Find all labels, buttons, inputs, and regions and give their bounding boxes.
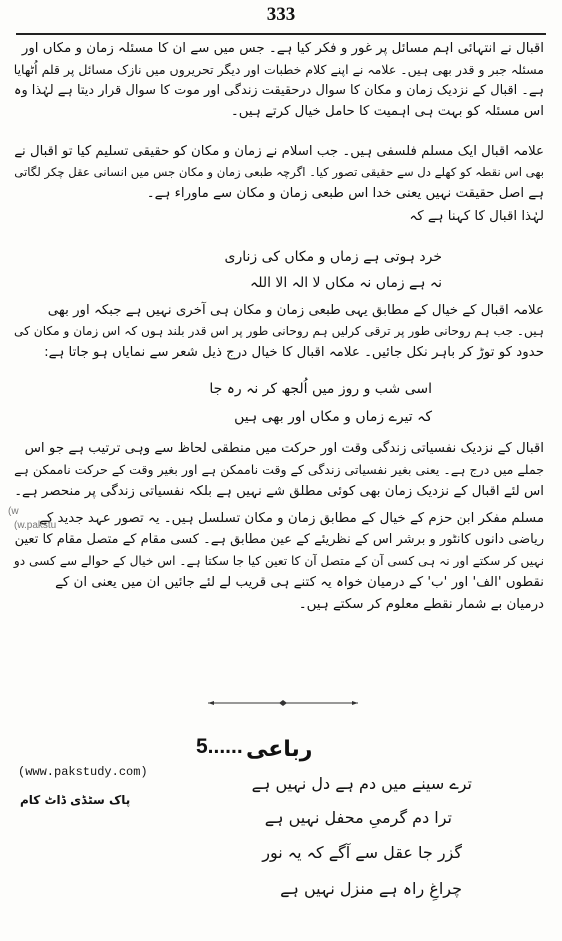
text-line: جملے میں درج ہے۔ یعنی بغیر نفسیاتی زندگی کے وقت ناممکن ہے اور بغیر وقت کے حرکت ناممکن ہے <box>14 462 544 477</box>
poem-line: گزر جا عقل سے آگے کہ یہ نور <box>262 843 462 862</box>
watermark-trace: (w.pakstu <box>14 520 57 531</box>
text-line: نہیں کر سکتے اور نہ ہی کسی آن کے متصل آن کا تعین کیا جا سکتا ہے۔ اس خیال کے حوالے سے کسی دو <box>13 554 544 568</box>
rubai-number: 5...... <box>196 735 243 758</box>
text-line: مسئلہ جبر و قدر بھی ہیں۔ علامہ نے اپنے کلام خطبات اور دیگر تحریروں میں نازک مسائل پر قلم اُٹھایا <box>13 62 544 77</box>
verse-line: نہ ہے زماں نہ مکاں لا الہ الا اللہ <box>249 275 442 291</box>
text-line: بھی اس نقطہ کو کھلے دل سے حقیقی تصور کیا۔ اگرچہ طبعی زمان و مکان جس میں انسانی عقل چکر لگاتی <box>14 165 544 179</box>
ornamental-divider <box>208 700 358 706</box>
poem-line: ترے سینے میں دم ہے دل نہیں ہے <box>251 774 472 793</box>
text-line: حدود کو توڑ کر باہر نکل جائیں۔ علامہ اقبال کا خیال درج ذیل شعر سے نمایاں ہو جاتا ہے: <box>44 345 544 360</box>
text-line: نقطوں 'الف' اور 'ب' کے درمیان خواہ یہ کتنے ہی قریب لے لئے جائیں ان میں یعنی ان کے <box>55 575 544 590</box>
text-line: ہے۔ اقبال کے نزدیک زمان و مکان کا سوال درحقیقت زندگی اور موت کا سوال قرار دیتا ہے لہٰذا وہ <box>13 83 544 98</box>
text-line: ہیں۔ جب ہم روحانی طور پر ترقی کرلیں ہم روحانی طور پر اس قدر بلند ہوں کہ اس زمان و مکان کی <box>14 324 544 338</box>
text-line: علامہ اقبال ایک مسلم فلسفی ہیں۔ جب اسلام نے زمان و مکان کو حقیقی تسلیم کیا تو اقبال نے <box>14 144 544 159</box>
text-line: اس مسئلہ کو بہت ہی اہمیت کا حامل خیال کرتے ہیں۔ <box>230 104 544 119</box>
text-line: مسلم مفکر ابن حزم کے خیال کے مطابق زمان و مکان تسلسل ہیں۔ یہ تصور عہد جدید کے <box>39 511 544 526</box>
text-line: اقبال نے انتہائی اہم مسائل پر غور و فکر کیا ہے۔ جس میں سے ان کا مسئلہ زمان و مکاں اور <box>21 41 544 56</box>
top-rule <box>16 33 546 35</box>
text-line: لہٰذا اقبال کا کہنا ہے کہ <box>409 209 544 224</box>
watermark-url: (www.pakstudy.com) <box>18 765 148 779</box>
page-number: 333 <box>266 4 296 25</box>
verse-line: اسی شب و روز میں اُلجھ کر نہ رہ جا <box>209 381 432 397</box>
rubai-title: رباعی <box>246 737 313 762</box>
poem-line: چراغِ راہ ہے منزل نہیں ہے <box>280 879 462 898</box>
text-line: اقبال کے نزدیک نفسیاتی زندگی وقت اور حرکت میں منطقی لحاظ سے وہی ترتیب ہے جو اس <box>24 441 544 456</box>
text-line: اس لئے اقبال کے نزدیک زمان بھی کوئی مطلق شے نہیں ہے بلکہ نفسیاتی زندگی پر منحصر ہے۔ <box>14 484 544 499</box>
text-line: ریاضی دانوں کانٹور و برشر اس کے نظریئے کے عین مطابق ہے۔ کسی مقام کے متصل مقام کا تعین <box>14 532 544 547</box>
text-line: درمیان بے شمار نقطے معلوم کر سکتے ہیں۔ <box>298 597 544 612</box>
watermark-urdu: پاک سٹڈی ڈاٹ کام <box>20 793 131 807</box>
text-line: ہے اصل حقیقت نہیں یعنی خدا اس طبعی زمان و مکان سے ماوراء ہے۔ <box>146 186 544 201</box>
verse-line: کہ تیرے زماں و مکاں اور بھی ہیں <box>234 409 432 425</box>
text-line: علامہ اقبال کے خیال کے مطابق یہی طبعی زمان و مکان ہی آخری نہیں ہے جبکہ اور بھی <box>47 303 544 318</box>
poem-line: ترا دم گرمیِ محفل نہیں ہے <box>264 808 452 827</box>
watermark-trace: (w <box>8 506 19 517</box>
verse-line: خرد ہوتی ہے زماں و مکاں کی زناری <box>224 249 442 265</box>
